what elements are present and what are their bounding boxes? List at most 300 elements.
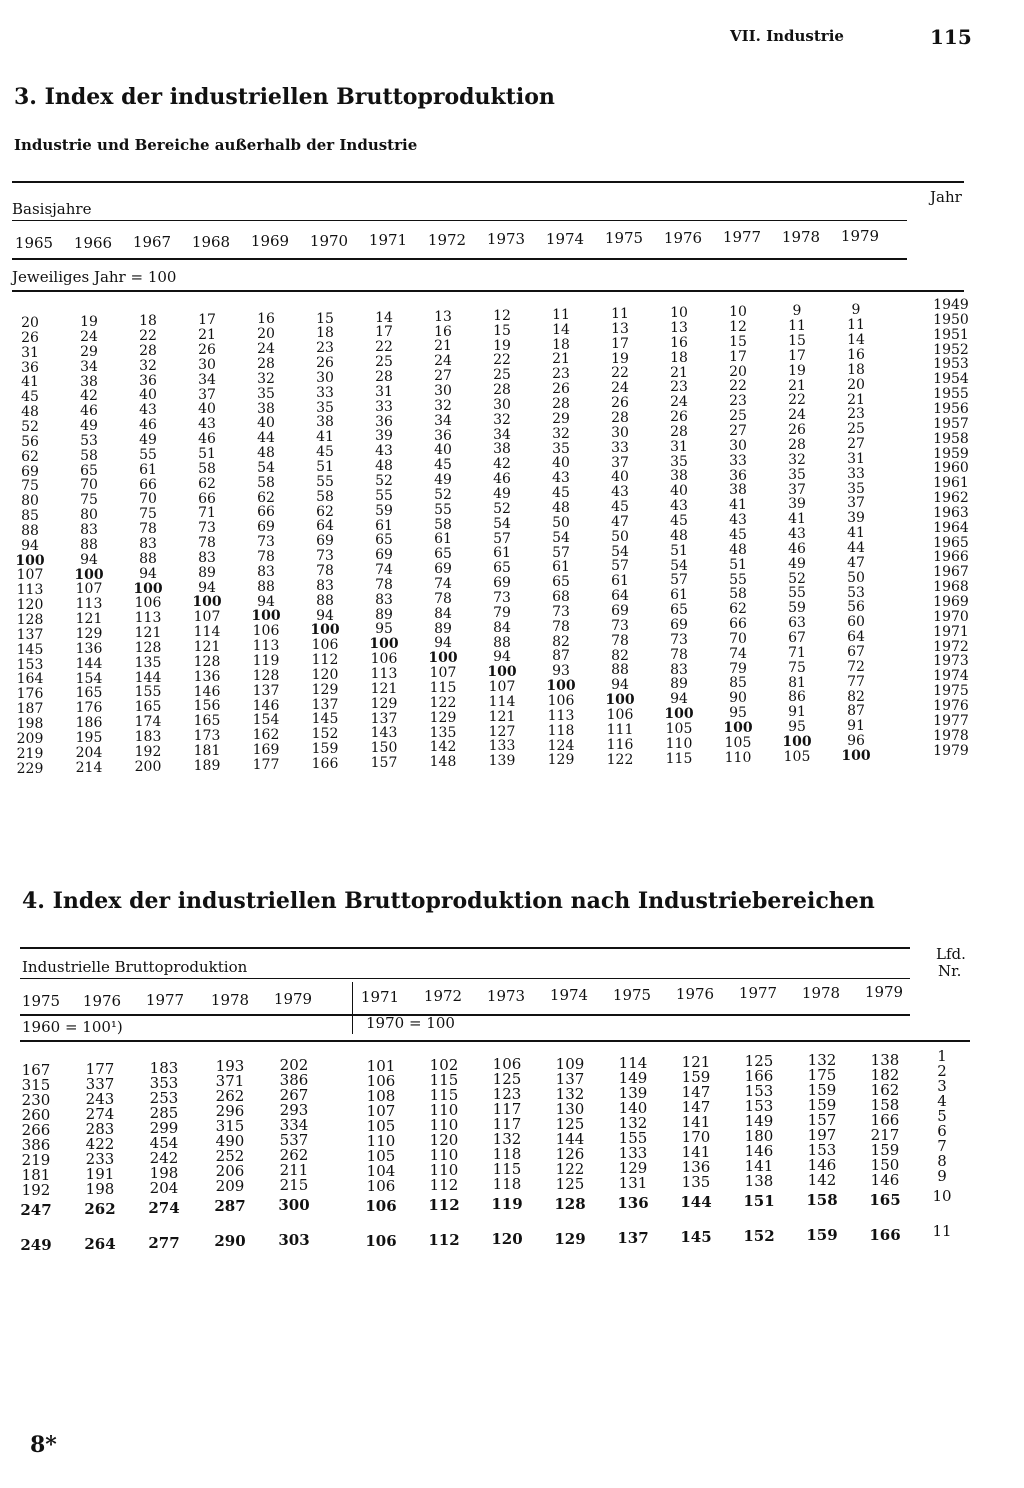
table4-cell: 153 xyxy=(744,1082,774,1101)
table3-cell: 75 xyxy=(139,506,157,523)
table4-cell: 454 xyxy=(149,1133,179,1152)
table3-cell: 146 xyxy=(193,683,221,700)
table3-base-note: Jeweiliges Jahr = 100 xyxy=(12,268,177,286)
table3-cell: 63 xyxy=(788,615,806,632)
table4-cell: 253 xyxy=(149,1088,179,1107)
table4-cell: 277 xyxy=(148,1233,180,1252)
table3-cell: 53 xyxy=(80,432,98,449)
table3-cell: 139 xyxy=(488,753,516,770)
table3-cell: 45 xyxy=(434,457,452,474)
table3-cell: 58 xyxy=(729,586,747,603)
table3-cell: 186 xyxy=(75,715,103,732)
table3-cell: 64 xyxy=(611,588,629,605)
table3-cell: 29 xyxy=(80,343,98,360)
table3-cell: 57 xyxy=(493,530,511,547)
table4-cell: 138 xyxy=(870,1050,900,1069)
table4-cell: 158 xyxy=(870,1095,900,1114)
table3-cell: 11 xyxy=(847,317,865,334)
table3-cell: 25 xyxy=(493,367,511,384)
table3-cell: 73 xyxy=(670,631,688,648)
table3-cell: 145 xyxy=(16,641,44,658)
table3-cell: 100 xyxy=(74,566,104,583)
table3-cell: 91 xyxy=(788,704,806,721)
table4-cell: 262 xyxy=(279,1146,309,1165)
table3-cell: 87 xyxy=(847,703,865,720)
table3-cell: 88 xyxy=(611,662,629,679)
table3-base-year: 1968 xyxy=(191,232,231,251)
table3-cell: 93 xyxy=(552,663,570,680)
table3-cell: 36 xyxy=(375,413,393,430)
table3-cell: 105 xyxy=(665,720,693,737)
table3-cell: 33 xyxy=(847,465,865,482)
table4-cell: 192 xyxy=(21,1181,51,1199)
table3-cell: 43 xyxy=(729,512,747,529)
table3-top-rule xyxy=(12,181,964,183)
table3-cell: 50 xyxy=(611,528,629,545)
table3-base-year: 1977 xyxy=(722,228,762,246)
signature-mark: 8* xyxy=(30,1432,57,1458)
table4-cell: 167 xyxy=(21,1061,51,1079)
table4-cell: 138 xyxy=(744,1172,774,1191)
table3-cell: 88 xyxy=(257,578,275,595)
table4-years-rule xyxy=(20,1014,910,1016)
table4-cell: 121 xyxy=(681,1053,711,1071)
table3-cell: 32 xyxy=(493,411,511,428)
table3-cell: 62 xyxy=(316,503,334,520)
table3-cell: 46 xyxy=(80,403,98,420)
table3-cell: 28 xyxy=(788,436,806,453)
table4-cell: 106 xyxy=(366,1072,396,1090)
table3-row-year: 1971 xyxy=(933,623,969,640)
table3-base-year: 1971 xyxy=(368,231,408,249)
table3-base-year: 1972 xyxy=(427,230,467,249)
table3-cell: 26 xyxy=(552,381,570,398)
table3-cell: 50 xyxy=(552,514,570,531)
table3-cell: 118 xyxy=(547,722,575,739)
table3-row-year: 1978 xyxy=(933,727,969,744)
table4-body-rule xyxy=(20,1040,970,1042)
table4-cell: 293 xyxy=(279,1101,309,1120)
table3-cell: 78 xyxy=(316,562,334,579)
table3-cell: 62 xyxy=(198,475,216,492)
table4-cell: 117 xyxy=(492,1115,522,1134)
table3-cell: 43 xyxy=(611,484,629,501)
table3-cell: 106 xyxy=(252,623,280,640)
table4-cell: 144 xyxy=(680,1193,712,1211)
table3-cell: 137 xyxy=(370,710,398,727)
table3-cell: 54 xyxy=(493,515,511,532)
table4-row-number: 11 xyxy=(932,1222,952,1240)
table3-cell: 65 xyxy=(670,602,688,619)
table3-cell: 34 xyxy=(493,426,511,443)
table3-cell: 200 xyxy=(134,758,162,775)
table3-row-year: 1959 xyxy=(933,445,969,462)
table3-cell: 49 xyxy=(434,472,452,489)
table3-cell: 21 xyxy=(847,391,865,408)
table3-cell: 47 xyxy=(847,554,865,571)
table3-cell: 96 xyxy=(847,733,865,750)
table3-cell: 70 xyxy=(80,477,98,494)
table3-cell: 107 xyxy=(488,679,516,696)
table3-cell: 150 xyxy=(370,740,398,757)
table3-row-year: 1953 xyxy=(933,356,969,373)
table3-cell: 38 xyxy=(493,441,511,458)
table3-row-year: 1969 xyxy=(933,594,969,610)
table3-cell: 229 xyxy=(16,760,44,777)
table3-cell: 43 xyxy=(375,443,393,460)
table3-cell: 164 xyxy=(16,671,44,688)
table3-cell: 73 xyxy=(552,603,570,620)
table4-group-label: Industrielle Bruttoproduktion xyxy=(22,958,248,976)
table3-cell: 71 xyxy=(788,644,806,661)
table3-cell: 66 xyxy=(729,616,747,633)
table3-cell: 35 xyxy=(257,385,275,402)
table3-cell: 94 xyxy=(198,579,216,596)
table3-row-year: 1979 xyxy=(933,742,969,759)
table3-cell: 25 xyxy=(847,421,865,438)
table3-cell: 94 xyxy=(139,565,157,582)
table4-cell: 110 xyxy=(429,1146,459,1165)
table3-cell: 66 xyxy=(139,476,157,493)
table4-cell: 353 xyxy=(149,1073,179,1092)
table3-cell: 89 xyxy=(670,676,688,693)
table4-cell: 247 xyxy=(20,1201,52,1219)
table3-cell: 58 xyxy=(316,488,334,505)
table3-cell: 52 xyxy=(21,418,39,435)
table3-cell: 115 xyxy=(429,679,457,696)
table3-cell: 19 xyxy=(611,350,629,367)
table3-cell: 122 xyxy=(429,694,457,711)
table3-cell: 33 xyxy=(375,398,393,415)
table3-cell: 78 xyxy=(198,535,216,552)
table4-cell: 198 xyxy=(149,1163,179,1182)
table3-cell: 19 xyxy=(788,362,806,379)
table3-cell: 42 xyxy=(80,388,98,405)
table3-cell: 62 xyxy=(257,489,275,506)
table3-cell: 45 xyxy=(729,526,747,543)
table3-cell: 85 xyxy=(729,675,747,692)
table3-cell: 55 xyxy=(788,585,806,602)
table3-cell: 78 xyxy=(139,521,157,538)
table3-cell: 120 xyxy=(16,597,44,614)
table3-cell: 54 xyxy=(552,529,570,546)
table3-cell: 91 xyxy=(847,718,865,735)
table4-cell: 128 xyxy=(554,1194,586,1213)
table3-cell: 146 xyxy=(252,697,280,714)
table4-year-b: 1975 xyxy=(612,985,652,1004)
table3-cell: 173 xyxy=(193,728,221,745)
table3-cell: 110 xyxy=(665,735,693,752)
table3-row-year: 1952 xyxy=(933,341,969,358)
table4-cell: 197 xyxy=(807,1126,837,1145)
table4-cell: 371 xyxy=(215,1072,245,1091)
table4-cell: 180 xyxy=(744,1127,774,1146)
table4-cell: 101 xyxy=(366,1057,396,1075)
table3-cell: 137 xyxy=(16,626,44,643)
table3-row-year: 1970 xyxy=(933,608,969,625)
table4-cell: 110 xyxy=(429,1116,459,1135)
table3-cell: 21 xyxy=(788,377,806,394)
table3-cell: 153 xyxy=(16,656,44,673)
table3-cell: 59 xyxy=(788,600,806,617)
table3-cell: 112 xyxy=(311,652,339,669)
table3-cell: 113 xyxy=(134,610,162,627)
table4-cell: 119 xyxy=(491,1195,523,1214)
table3-cell: 56 xyxy=(847,599,865,616)
table3-cell: 41 xyxy=(788,511,806,528)
table3-cell: 37 xyxy=(788,481,806,498)
table3-cell: 114 xyxy=(193,624,221,641)
table3-cell: 60 xyxy=(847,614,865,631)
table3-cell: 23 xyxy=(552,366,570,383)
table3-row-year: 1961 xyxy=(933,475,969,492)
table4-cell: 166 xyxy=(744,1067,774,1086)
table4-cell: 300 xyxy=(278,1196,310,1215)
table3-year-label: Jahr xyxy=(930,188,962,206)
table4-cell: 209 xyxy=(215,1177,245,1196)
table3-cell: 69 xyxy=(611,603,629,619)
table3-cell: 78 xyxy=(552,618,570,635)
table3-cell: 156 xyxy=(193,698,221,715)
table3-cell: 21 xyxy=(198,327,216,344)
table3-cell: 24 xyxy=(788,407,806,424)
table4-cell: 118 xyxy=(492,1175,522,1194)
table3-basis-rule xyxy=(12,220,907,221)
table3-cell: 73 xyxy=(493,589,511,606)
table3-cell: 127 xyxy=(488,723,516,740)
table3-cell: 20 xyxy=(21,315,39,331)
table4-cell: 132 xyxy=(555,1084,585,1103)
table3-cell: 70 xyxy=(139,491,157,508)
table4-cell: 125 xyxy=(744,1052,774,1071)
table3-cell: 152 xyxy=(311,726,339,743)
table3-cell: 128 xyxy=(134,639,162,656)
table3-cell: 61 xyxy=(434,531,452,548)
table3-cell: 49 xyxy=(493,486,511,502)
table3-row-year: 1965 xyxy=(933,534,969,551)
table3-cell: 88 xyxy=(139,550,157,567)
table4-cell: 146 xyxy=(807,1156,837,1175)
table4-cell: 120 xyxy=(429,1131,459,1150)
table3-cell: 52 xyxy=(434,486,452,503)
table3-cell: 106 xyxy=(311,637,339,654)
table3-cell: 18 xyxy=(670,349,688,366)
table3-cell: 145 xyxy=(311,711,339,728)
table3-cell: 26 xyxy=(788,422,806,439)
table4-cell: 137 xyxy=(617,1228,649,1247)
table3-cell: 124 xyxy=(547,737,575,754)
table3-cell: 71 xyxy=(198,505,216,522)
table3-cell: 14 xyxy=(847,332,865,349)
table4-cell: 230 xyxy=(21,1091,51,1109)
table3-cell: 74 xyxy=(729,645,747,662)
table4-cell: 112 xyxy=(429,1176,459,1195)
table3-row-year: 1976 xyxy=(933,697,969,714)
table3-cell: 41 xyxy=(847,525,865,542)
table4-cell: 129 xyxy=(618,1158,648,1177)
table3-cell: 94 xyxy=(80,551,98,568)
table4-cell: 266 xyxy=(21,1121,51,1139)
table3-cell: 128 xyxy=(16,612,44,628)
table3-cell: 36 xyxy=(21,359,39,376)
table3-cell: 87 xyxy=(552,648,570,665)
table4-cell: 118 xyxy=(492,1145,522,1164)
table3-cell: 48 xyxy=(670,527,688,544)
table3-cell: 67 xyxy=(788,630,806,646)
table4-cell: 125 xyxy=(555,1114,585,1133)
table4-cell: 249 xyxy=(20,1236,52,1254)
table3-cell: 20 xyxy=(257,326,275,343)
table4-cell: 334 xyxy=(279,1116,309,1135)
table3-cell: 90 xyxy=(729,690,747,707)
table3-cell: 16 xyxy=(257,311,275,328)
table3-row-year: 1964 xyxy=(933,519,969,536)
table4-cell: 155 xyxy=(618,1128,648,1147)
table4-cell: 215 xyxy=(279,1176,309,1195)
table4-cell: 153 xyxy=(744,1097,774,1116)
table3-cell: 31 xyxy=(375,383,393,400)
table3-cell: 113 xyxy=(370,666,398,682)
table3-cell: 11 xyxy=(552,306,570,323)
table3-cell: 94 xyxy=(611,677,629,694)
table3-cell: 177 xyxy=(252,756,280,773)
table3-cell: 73 xyxy=(257,534,275,551)
table3-cell: 28 xyxy=(257,355,275,372)
table3-cell: 80 xyxy=(80,507,98,524)
table3-cell: 61 xyxy=(670,587,688,604)
table3-cell: 169 xyxy=(252,742,280,759)
table3-cell: 34 xyxy=(198,371,216,388)
table3-cell: 23 xyxy=(316,340,334,357)
table3-cell: 66 xyxy=(198,490,216,507)
table4-cell: 102 xyxy=(429,1056,459,1075)
table3-cell: 18 xyxy=(139,313,157,330)
table3-cell: 154 xyxy=(252,712,280,729)
table3-cell: 28 xyxy=(493,382,511,399)
table3-cell: 30 xyxy=(434,382,452,399)
table4-cell: 106 xyxy=(365,1197,397,1215)
table3-cell: 34 xyxy=(434,412,452,429)
table3-cell: 30 xyxy=(198,356,216,373)
table3-row-year: 1966 xyxy=(933,549,969,566)
table4-cell: 132 xyxy=(618,1113,648,1132)
table3-row-year: 1956 xyxy=(933,400,969,417)
table3-cell: 28 xyxy=(375,369,393,385)
table4-cell: 131 xyxy=(618,1173,648,1192)
table4-cell: 219 xyxy=(21,1151,51,1169)
table3-cell: 46 xyxy=(198,431,216,448)
table3-cell: 75 xyxy=(788,659,806,676)
table3-cell: 214 xyxy=(75,759,103,776)
table3-title: 3. Index der industriellen Bruttoproduktion xyxy=(14,84,555,110)
table3-cell: 30 xyxy=(729,437,747,454)
table3-cell: 13 xyxy=(611,320,629,337)
table3-cell: 36 xyxy=(729,467,747,484)
table3-cell: 48 xyxy=(21,404,39,421)
table4-base-b: 1970 = 100 xyxy=(366,1014,455,1032)
table4-cell: 105 xyxy=(366,1147,396,1165)
table4-cell: 140 xyxy=(618,1098,648,1117)
table3-cell: 19 xyxy=(493,337,511,354)
table3-cell: 28 xyxy=(139,342,157,359)
table3-cell: 166 xyxy=(311,756,339,772)
table3-cell: 113 xyxy=(547,707,575,724)
table3-cell: 38 xyxy=(257,400,275,417)
table4-cell: 141 xyxy=(681,1113,711,1131)
table3-cell: 80 xyxy=(21,493,39,510)
table3-cell: 111 xyxy=(606,721,634,738)
table3-cell: 183 xyxy=(134,729,162,745)
table3-base-year: 1970 xyxy=(309,231,349,250)
table3-row-year: 1967 xyxy=(933,564,969,581)
table3-cell: 54 xyxy=(670,557,688,574)
table4-base-a: 1960 = 100¹) xyxy=(22,1018,123,1036)
table3-cell: 21 xyxy=(670,364,688,381)
table3-cell: 86 xyxy=(788,689,806,706)
table3-cell: 75 xyxy=(21,478,39,495)
table3-cell: 22 xyxy=(729,378,747,395)
table3-cell: 95 xyxy=(729,705,747,722)
table4-row-number: 3 xyxy=(937,1077,947,1095)
table3-cell: 16 xyxy=(434,323,452,340)
table3-cell: 16 xyxy=(670,334,688,351)
table3-cell: 57 xyxy=(670,572,688,589)
table4-cell: 112 xyxy=(428,1196,460,1215)
table3-cell: 89 xyxy=(198,564,216,581)
table3-cell: 14 xyxy=(552,321,570,338)
table4-year-b: 1974 xyxy=(549,986,589,1005)
table3-cell: 181 xyxy=(193,742,221,759)
table3-cell: 37 xyxy=(847,495,865,512)
table3-subtitle: Industrie und Bereiche außerhalb der Industrie xyxy=(14,136,418,154)
table4-cell: 106 xyxy=(366,1177,396,1195)
table3-cell: 120 xyxy=(311,666,339,683)
table3-cell: 27 xyxy=(434,368,452,385)
table4-cell: 159 xyxy=(806,1226,838,1245)
table4-cell: 110 xyxy=(366,1132,396,1150)
table3-cell: 55 xyxy=(434,501,452,518)
table3-cell: 52 xyxy=(493,500,511,517)
table3-cell: 75 xyxy=(80,492,98,509)
table3-row-year: 1972 xyxy=(933,638,969,655)
table3-base-year: 1974 xyxy=(545,229,585,248)
table4-cell: 150 xyxy=(870,1155,900,1174)
table3-cell: 37 xyxy=(198,386,216,403)
table3-cell: 32 xyxy=(552,425,570,442)
table4-cell: 287 xyxy=(214,1197,246,1216)
table3-row-year: 1955 xyxy=(933,386,969,403)
table3-cell: 48 xyxy=(552,499,570,516)
table4-lfd-label: Lfd. xyxy=(936,945,966,963)
table3-cell: 113 xyxy=(16,582,44,599)
table4-cell: 141 xyxy=(681,1143,711,1161)
table3-cell: 51 xyxy=(198,445,216,462)
table3-cell: 110 xyxy=(724,749,752,766)
table3-cell: 159 xyxy=(311,741,339,758)
table3-cell: 12 xyxy=(729,319,747,336)
table4-cell: 285 xyxy=(149,1103,179,1122)
table3-cell: 33 xyxy=(611,439,629,456)
table3-cell: 44 xyxy=(847,540,865,556)
table3-cell: 46 xyxy=(788,540,806,557)
table3-cell: 22 xyxy=(139,328,157,345)
table4-cell: 149 xyxy=(744,1112,774,1131)
table4-cell: 303 xyxy=(278,1231,310,1250)
table3-cell: 121 xyxy=(134,625,162,642)
table3-cell: 31 xyxy=(670,438,688,455)
table4-cell: 136 xyxy=(681,1158,711,1176)
table3-cell: 37 xyxy=(611,454,629,471)
